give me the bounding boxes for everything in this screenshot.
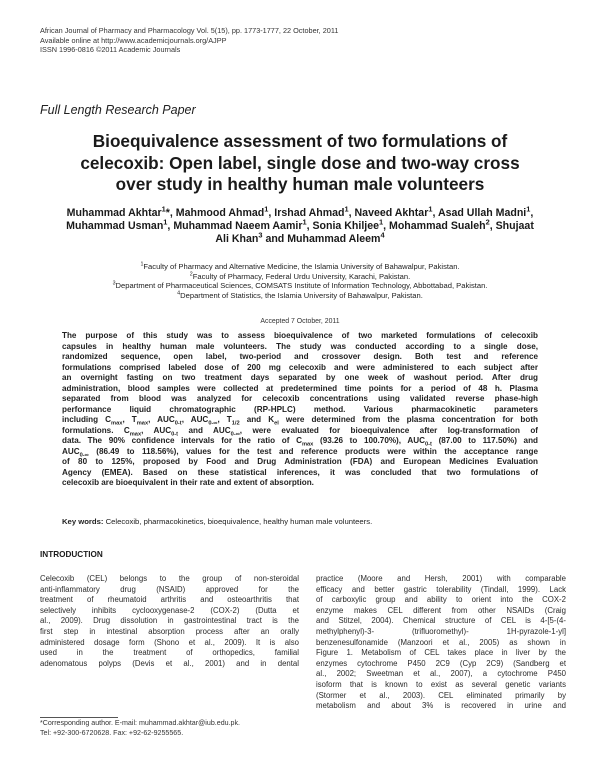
abstract-line: celecoxib are bioequivalent in their rate and extent of absorption. (62, 478, 314, 487)
body-line: al., 2009). Drug dissolution in gastrointestinal tract is the (40, 616, 299, 626)
journal-header (40, 26, 338, 55)
author-name: Sonia Khiljee (312, 220, 379, 233)
body-column-right (316, 574, 566, 712)
abstract-line: performance liquid chromatographic (RP-HPLC) method. Various pharmacokinetic parameters (62, 404, 538, 414)
author-name: Mahmood Ahmad (175, 207, 265, 219)
author-line-3: Ali Khan$^3$ and Muhammad Aleem$^4$ (215, 230, 385, 246)
author-name: Muhammad Usman (66, 220, 164, 233)
title-line: Bioequivalence assessment of two formulations of (92, 131, 508, 151)
body-line: used in the treatment of orthopedics, familial (40, 648, 299, 658)
abstract-line: The purpose of this study was to assess bioequivalence of two marketed formulations of celecoxib (62, 331, 538, 340)
abstract-line: formulations. $C_{max}$, $AUC_{0-t}$ and $AUC_{0-\infty}$, were evaluated for bioequivalence after log-transformation of (62, 425, 539, 438)
author-list (36, 204, 564, 247)
abstract-line: $AUC_{0-\infty}$ (86.49 to 118.56%), values for the test and reference products were within the acceptance range (62, 446, 538, 459)
abstract-line: randomized sequence, open label, two-period and crossover design. Both test and reference (62, 352, 538, 361)
keywords-text: Celecoxib, pharmacokinetics, bioequivalence, healthy human male volunteers. (103, 517, 373, 526)
body-line: selectively inhibits cyclooxygenase-2 (COX-2) (Dutta et (40, 605, 299, 615)
journal-citation: African Journal of Pharmacy and Pharmacology Vol. 5(15), pp. 1773-1777, 22 October, 2011 (40, 26, 339, 35)
body-line: practice (Moore and Hersh, 2001) with comparable (316, 574, 566, 583)
journal-url: Available online at http://www.academicjournals.org/AJPP (40, 35, 227, 45)
affiliations (40, 262, 560, 301)
affiliation: $^4$Department of Statistics, the Islamia University of Bahawalpur, Pakistan. (177, 290, 423, 301)
body-line: enzyme makes CEL different from other NSAIDs (Craig (316, 605, 566, 615)
abstract-line: formulations comprised labeled dose of 200 mg celecoxib and were administered to each subject after (62, 362, 538, 372)
body-line: methylphenyl)-3- (trifluoromethyl)- 1H-pyrazole-1-yl] (316, 626, 566, 636)
body-column-left (40, 574, 299, 669)
body-line: al., 2002; Sweetman et al., 2007), a cytochrome P450 (316, 669, 566, 679)
body-line: benzenesulfonamide (Manzoori et al., 2005) as shown in (316, 637, 566, 647)
body-line: enzymes cytochrome P450 2C9 (Cyp 2C9) (Sandberg et (316, 658, 566, 668)
corresponding-author-footnote (40, 719, 240, 738)
author-name: Irshad Ahmad (274, 207, 345, 219)
body-line: treatment of rheumatoid arthritis and osteoarthritis that (40, 595, 299, 605)
author-name: Muhammad Naeem Aamir (173, 220, 303, 233)
abstract-line: capsules in healthy human male volunteers. The study was conducted according to a single dose, (62, 341, 538, 351)
body-line: metabolism and about 3% is recovered in urine and (316, 701, 566, 711)
abstract-line: Agency (EMEA). Based on these statistical inferences, it was concluded that two formulations of (62, 467, 538, 477)
footnote-line: *Corresponding author. E-mail: muhammad.akhtar@iub.edu.pk. (40, 719, 241, 727)
body-line: of carboxylic group and ability to orient into the COX-2 (316, 595, 566, 605)
title-line: over study in healthy human male volunteers (115, 174, 485, 194)
paper-type: Full Length Research Paper (40, 103, 196, 117)
author-line-2: Muhammad Usman$^1$, Muhammad Naeem Aamir$^1$, Sonia Khiljee$^1$, Mohammad Sualeh$^2$, Shujaat (66, 217, 534, 233)
body-line: administered dosage form (Shono et al., 2009). It is also (40, 637, 299, 647)
author-name: Mohammad Sualeh (389, 220, 486, 233)
affiliation: $^1$Faculty of Pharmacy and Alternative Medicine, the Islamia University of Bahawalpur, Pakistan. (140, 261, 460, 271)
author-line-1: Muhammad Akhtar$^1$*, Mahmood Ahmad$^1$, Irshad Ahmad$^1$, Naveed Akhtar$^1$, Asad Ullah Madni$^1$, (66, 204, 534, 219)
author-name: Ali Khan (215, 233, 259, 246)
author-name: Shujaat (495, 220, 534, 233)
author-name: Asad Ullah Madni (437, 207, 527, 219)
abstract (62, 331, 538, 489)
body-line: Celecoxib (CEL) belongs to the group of non-steroidal (40, 574, 299, 583)
abstract-line: an overnight fasting on two treatment days separated by one week of washout period. After drug (62, 373, 538, 382)
body-line: (Stormer et al., 2003). CEL eliminated primarily by (316, 690, 566, 700)
body-line: adenomatous polyps (Devis et al., 2001) and in dental (40, 658, 299, 668)
body-line: and Stitzel, 2004). Chemical structure of CEL is 4-[5-(4- (316, 616, 566, 626)
section-heading-introduction: INTRODUCTION (40, 550, 103, 559)
abstract-line: data. The 90% confidence intervals for the ratio of $C_{max}$ (93.26 to 100.70%), $AUC_{0-t}$ (87.00 to 117.50%) and (62, 436, 539, 448)
body-line: anti-inflammatory drug (NSAID) approved for the (40, 584, 299, 594)
accepted-date: Accepted 7 October, 2011 (260, 318, 340, 325)
body-line: isoform that is known to exist as several genetic variants (316, 679, 566, 689)
body-line: efficacy and better gastric tolerability (Tindall, 1999). Lack (316, 584, 566, 594)
author-name: Muhammad Akhtar (66, 207, 162, 219)
abstract-line: separated from blood was analyzed for celecoxib concentrations using validated reverse phase-high (62, 394, 538, 403)
footnote-line: Tel: +92-300-6720628. Fax: +92-62-9255565. (40, 728, 184, 737)
paper-title (40, 131, 560, 196)
keywords-label: Key words: (62, 517, 104, 526)
author-name: Muhammad Aleem (287, 233, 381, 246)
footnote-divider (40, 717, 118, 718)
abstract-line: including $C_{max}$, $T_{max}$, $AUC_{0-t}$, $AUC_{0-\infty}$, $T_{1/2}$ and $K_{el}$ were determined from the plasma concentration for both (62, 415, 538, 427)
author-name: Naveed Akhtar (354, 207, 429, 219)
body-line: first step in intestinal absorption process after an orally (40, 626, 299, 636)
abstract-line: administration, blood samples were collected at predetermined time points for a period of 48 h. Plasma (62, 383, 538, 393)
affiliation: $^3$Department of Pharmaceutical Sciences, COMSATS Institute of Information Technology, Abbottabad, Pakistan. (112, 280, 488, 291)
affiliation: $^2$Faculty of Pharmacy, Federal Urdu University, Karachi, Pakistan. (189, 271, 411, 281)
title-line: celecoxib: Open label, single dose and two-way cross (80, 152, 520, 173)
keywords (62, 517, 538, 526)
body-line: Figure 1. Metabolism of CEL takes place in liver by the (316, 648, 566, 658)
abstract-line: of 80 to 125%, proposed by Food and Drug Administration (FDA) and European Medicines Evaluation (62, 457, 538, 466)
journal-issn: ISSN 1996-0816 ©2011 Academic Journals (40, 45, 181, 55)
